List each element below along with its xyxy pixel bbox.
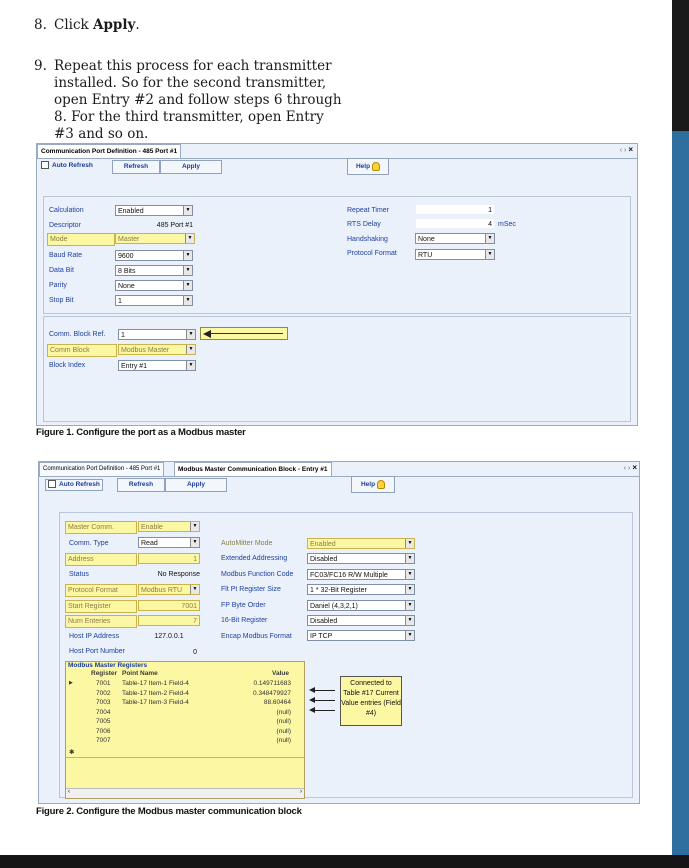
status-value: No Response xyxy=(157,571,200,578)
grid-cell-value: 0.149711683 xyxy=(253,680,291,687)
sixteen-bit-register-select[interactable]: Disabled ▼ xyxy=(307,615,415,626)
descriptor-value[interactable]: 485 Port #1 xyxy=(156,222,193,229)
side-accent xyxy=(672,131,689,868)
start-register-label: Start Register xyxy=(65,600,137,613)
grid-title: Modbus Master Registers xyxy=(68,662,148,669)
step-text: Click xyxy=(54,17,93,33)
block-index-select[interactable]: Entry #1 ▼ xyxy=(118,360,196,371)
address-label: Address xyxy=(65,553,137,566)
window-controls[interactable]: ‹ › × xyxy=(619,145,633,154)
rts-delay-label: RTS Delay xyxy=(347,221,381,228)
flt-pt-register-size-label: Flt Pt Register Size xyxy=(221,586,281,593)
protocol-format-label: Protocol Format xyxy=(347,250,397,257)
grid-cell-point-name: Table-17 Item-2 Field-4 xyxy=(122,689,189,697)
host-port-label: Host Port Number xyxy=(69,648,126,655)
page-bottom-bar xyxy=(0,855,689,868)
calculation-label: Calculation xyxy=(49,207,84,214)
grid-cell-value: (null) xyxy=(276,737,291,744)
chevron-down-icon: ▼ xyxy=(186,330,195,339)
auto-refresh-checkbox[interactable]: Auto Refresh xyxy=(45,479,103,491)
lightbulb-icon xyxy=(377,480,385,489)
chevron-down-icon: ▼ xyxy=(405,539,414,548)
protocol-format-select[interactable]: Modbus RTU ▼ xyxy=(138,584,200,595)
chevron-down-icon: ▼ xyxy=(185,234,194,243)
apply-button[interactable]: Apply xyxy=(165,478,227,492)
chevron-down-icon: ▼ xyxy=(183,266,192,275)
sixteen-bit-register-label: 16-Bit Register xyxy=(221,617,268,624)
automitter-mode-label: AutoMitter Mode xyxy=(221,540,273,547)
parity-select[interactable]: None ▼ xyxy=(115,280,193,291)
mode-select[interactable]: Master ▼ xyxy=(115,233,195,244)
checkbox-icon xyxy=(41,161,49,169)
num-entries-label: Num Enteries xyxy=(65,615,137,628)
data-bit-label: Data Bit xyxy=(49,267,74,274)
baud-rate-label: Baud Rate xyxy=(49,252,83,259)
chevron-down-icon: ▼ xyxy=(183,251,192,260)
handshaking-label: Handshaking xyxy=(347,236,388,243)
descriptor-label: Descriptor xyxy=(49,222,81,229)
chevron-down-icon: ▼ xyxy=(183,296,192,305)
modbus-function-code-label: Modbus Function Code xyxy=(221,571,294,578)
address-input[interactable]: 1 xyxy=(138,553,200,564)
tab-strip xyxy=(39,462,639,477)
fp-byte-order-select[interactable]: Daniel (4,3,2,1) ▼ xyxy=(307,600,415,611)
pointer-arrow-box xyxy=(200,327,288,340)
data-bit-select[interactable]: 8 Bits ▼ xyxy=(115,265,193,276)
status-label: Status xyxy=(69,571,89,578)
repeat-timer-label: Repeat Timer xyxy=(347,207,390,214)
lightbulb-icon xyxy=(372,162,380,171)
callout-arrow-3 xyxy=(313,710,335,711)
arrow-left-icon xyxy=(309,697,315,703)
handshaking-select[interactable]: None ▼ xyxy=(415,233,495,244)
comm-block-label: Comm Block xyxy=(47,344,117,357)
grid-cell-value: (null) xyxy=(276,727,291,735)
callout-arrow-1 xyxy=(313,690,335,691)
chevron-down-icon: ▼ xyxy=(183,281,192,290)
grid-cell-value: 0.348479927 xyxy=(253,689,291,697)
chevron-down-icon: ▼ xyxy=(405,616,414,625)
master-comm-label: Master Comm. xyxy=(65,521,137,534)
chevron-down-icon: ▼ xyxy=(186,361,195,370)
modbus-master-registers-grid[interactable] xyxy=(65,661,305,799)
grid-cell-register: 7006 xyxy=(96,727,111,735)
step-text: Repeat this process for each transmitter installed. So for the second transmitter, open Entry #2 and follow steps 6 through 8. For the third transmitter, open Entry #3 and so on. xyxy=(54,58,342,142)
stop-bit-select[interactable]: 1 ▼ xyxy=(115,295,193,306)
fig1-caption: Figure 1. Configure the port as a Modbus master xyxy=(36,427,246,438)
scroll-left-icon[interactable]: ‹ xyxy=(68,789,70,795)
grid-cell-register: 7002 xyxy=(96,689,111,697)
grid-header-register: Register xyxy=(91,670,118,677)
extended-addressing-select[interactable]: Disabled ▼ xyxy=(307,553,415,564)
row-selector-icon: ▶ xyxy=(69,680,73,686)
comm-block-select[interactable]: Modbus Master ▼ xyxy=(118,344,196,355)
rts-delay-input[interactable]: 4 xyxy=(415,218,495,229)
grid-cell-register: 7001 xyxy=(96,680,111,687)
arrow-left-icon xyxy=(203,330,211,338)
comm-type-select[interactable]: Read ▼ xyxy=(138,537,200,548)
baud-rate-select[interactable]: 9600 ▼ xyxy=(115,250,193,261)
master-comm-select[interactable]: Enable ▼ xyxy=(138,521,200,532)
horizontal-scrollbar[interactable] xyxy=(66,788,304,798)
fig2-window xyxy=(38,461,640,804)
grid-cell-register: 7007 xyxy=(96,737,111,744)
step-number: 8. xyxy=(34,17,47,33)
grid-cell-value: (null) xyxy=(276,718,291,725)
page-side-bar xyxy=(672,0,689,868)
host-ip-label: Host IP Address xyxy=(69,633,120,640)
tab-modbus-master-block[interactable]: Modbus Master Communication Block - Entry #1 xyxy=(174,462,332,476)
encap-modbus-format-label: Encap Modbus Format xyxy=(221,633,292,640)
mode-label: Mode xyxy=(47,233,115,246)
host-ip-input[interactable]: 127.0.0.1 xyxy=(138,630,200,641)
scroll-right-icon[interactable]: › xyxy=(300,789,302,795)
modbus-function-code-select[interactable]: FC03/FC16 R/W Multiple ▼ xyxy=(307,569,415,580)
protocol-format-label: Protocol Format xyxy=(65,584,137,597)
help-button[interactable]: Help xyxy=(347,158,389,175)
rts-delay-unit: mSec xyxy=(498,221,516,228)
step-bold: Apply xyxy=(93,17,136,33)
grid-cell-register: 7003 xyxy=(96,699,111,706)
chevron-down-icon: ▼ xyxy=(405,554,414,563)
comm-block-ref-label: Comm. Block Ref. xyxy=(49,331,106,338)
refresh-button[interactable]: Refresh xyxy=(117,478,165,492)
chevron-down-icon: ▼ xyxy=(405,585,414,594)
grid-header-value: Value xyxy=(272,670,289,677)
num-entries-input[interactable]: 7 xyxy=(138,615,200,626)
grid-cell-point-name: Table-17 Item-1 Field-4 xyxy=(122,680,189,687)
block-index-label: Block Index xyxy=(49,362,86,369)
apply-button[interactable]: Apply xyxy=(160,160,222,174)
chevron-down-icon: ▼ xyxy=(405,631,414,640)
chevron-down-icon: ▼ xyxy=(485,234,494,243)
start-register-input[interactable]: 7001 xyxy=(138,600,200,611)
grid-cell-value: 88.60464 xyxy=(263,699,291,706)
fig2-caption: Figure 2. Configure the Modbus master communication block xyxy=(36,806,302,817)
callout-note: Connected to Table #17 Current Value entries (Field #4) xyxy=(340,676,402,726)
parity-label: Parity xyxy=(49,282,67,289)
arrow-left-icon xyxy=(309,707,315,713)
grid-cell-point-name: Table-17 Item-3 Field-4 xyxy=(122,699,189,706)
chevron-down-icon: ▼ xyxy=(485,250,494,259)
protocol-format-select[interactable]: RTU ▼ xyxy=(415,249,495,260)
chevron-down-icon: ▼ xyxy=(405,601,414,610)
checkbox-icon xyxy=(48,480,56,488)
grid-header-point-name: Point Name xyxy=(122,670,158,677)
automitter-mode-select[interactable]: Enabled ▼ xyxy=(307,538,415,549)
repeat-timer-input[interactable]: 1 xyxy=(415,204,495,215)
grid-cell-register: 7004 xyxy=(96,708,111,716)
chevron-down-icon: ▼ xyxy=(190,522,199,531)
chevron-down-icon: ▼ xyxy=(190,585,199,594)
window-controls[interactable]: ‹ › × xyxy=(623,463,637,472)
extended-addressing-label: Extended Addressing xyxy=(221,555,288,562)
help-button[interactable]: Help xyxy=(351,476,395,493)
flt-pt-register-size-select[interactable]: 1 * 32-Bit Register ▼ xyxy=(307,584,415,595)
chevron-down-icon: ▼ xyxy=(183,206,192,215)
fp-byte-order-label: FP Byte Order xyxy=(221,602,266,609)
grid-cell-register: 7005 xyxy=(96,718,111,725)
step-number: 9. xyxy=(34,58,47,74)
stop-bit-label: Stop Bit xyxy=(49,297,74,304)
encap-modbus-format-select[interactable]: IP TCP ▼ xyxy=(307,630,415,641)
new-row-icon: ✱ xyxy=(69,749,75,756)
chevron-down-icon: ▼ xyxy=(405,570,414,579)
chevron-down-icon: ▼ xyxy=(190,538,199,547)
tab-port-definition[interactable]: Communication Port Definition - 485 Port #1 xyxy=(39,462,164,476)
callout-arrow-2 xyxy=(313,700,335,701)
tab-port-definition[interactable]: Communication Port Definition - 485 Port #1 xyxy=(37,144,181,158)
fig1-window xyxy=(36,143,638,426)
host-port-input[interactable]: 0 xyxy=(138,646,200,657)
chevron-down-icon: ▼ xyxy=(186,345,195,354)
arrow-left-icon xyxy=(309,687,315,693)
comm-type-label: Comm. Type xyxy=(69,540,109,547)
grid-cell-value: (null) xyxy=(276,708,291,716)
comm-block-ref-select[interactable]: 1 ▼ xyxy=(118,329,196,340)
calculation-select[interactable]: Enabled ▼ xyxy=(115,205,193,216)
auto-refresh-checkbox[interactable]: Auto Refresh xyxy=(41,161,93,171)
tab-strip xyxy=(37,144,637,159)
refresh-button[interactable]: Refresh xyxy=(112,160,160,174)
grid-divider xyxy=(66,757,304,758)
